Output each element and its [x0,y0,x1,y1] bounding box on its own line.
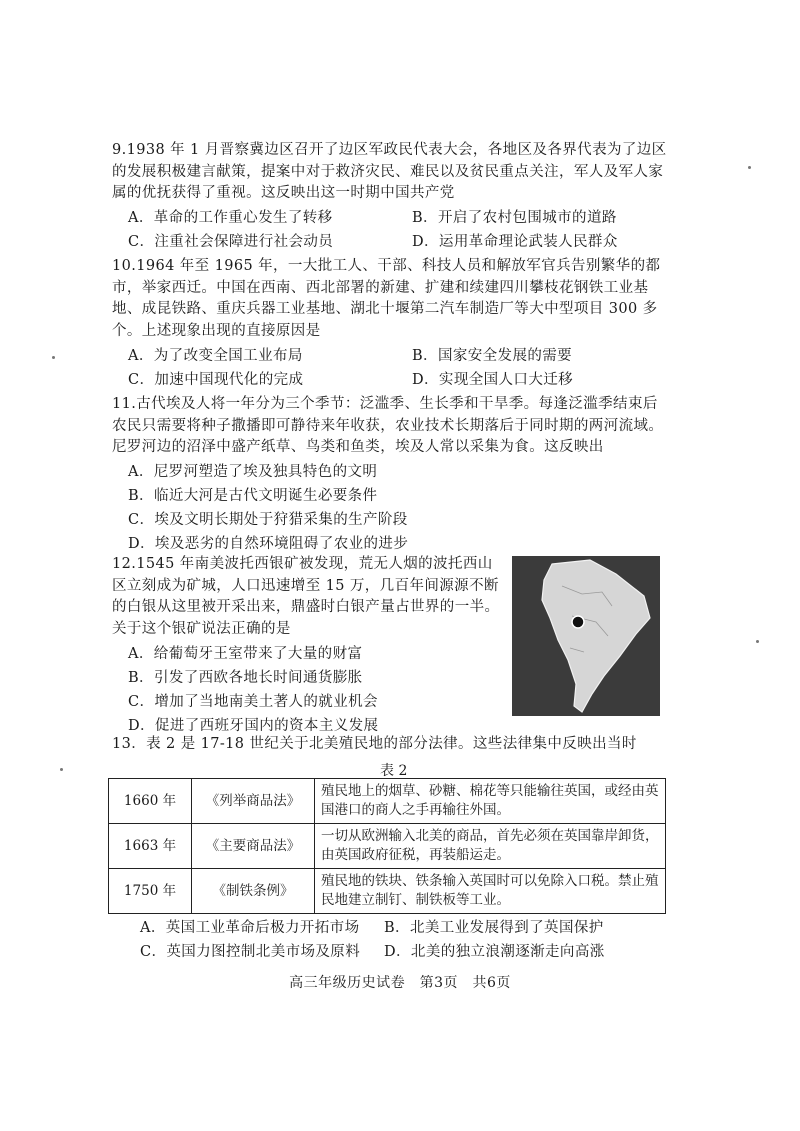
q12-option-a[interactable]: A．给葡萄牙王室带来了大量的财富 [128,646,363,662]
page-footer: 高三年级历史试卷 第3页 共6页 [289,975,511,991]
q12-option-b[interactable]: B．引发了西欧各地长时间通货膨胀 [128,670,363,686]
q13-option-d[interactable]: D．北美的独立浪潮逐渐走向高涨 [384,944,605,960]
table-row [109,779,666,824]
table-row [109,824,666,869]
scan-speck [756,640,759,643]
q12-option-c[interactable]: C．增加了当地南美土著人的就业机会 [128,694,378,710]
q11-option-c[interactable]: C．埃及文明长期处于狩猎采集的生产阶段 [128,512,408,528]
q13-option-c[interactable]: C．英国力图控制北美市场及原料 [140,944,361,960]
law-name: 《主要商品法》 [192,824,315,869]
q11-option-d[interactable]: D．埃及恶劣的自然环境阻碍了农业的进步 [128,536,409,552]
scan-speck [748,166,751,169]
q12-stem: 12.1545 年南美波托西银矿被发现，荒无人烟的波托西山区立刻成为矿城，人口迅速增至 15 万，几百年间源源不断的白银从这里被开采出来，鼎盛时白银产量占世界的一半。关于这个银矿说法正确的是 [112,556,500,637]
law-year: 1660 年 [109,779,192,824]
q10-option-b[interactable]: B．国家安全发展的需要 [412,348,573,364]
law-content: 一切从欧洲输入北美的商品，首先必须在英国靠岸卸货，由英国政府征税，再装船运走。 [315,824,666,869]
q11-option-a[interactable]: A．尼罗河塑造了埃及独具特色的文明 [128,464,378,480]
laws-table [108,778,666,914]
q11-stem: 11.古代埃及人将一年分为三个季节：泛滥季、生长季和干旱季。每逢泛滥季结束后农民只需要将种子撒播即可静待来年收获，农业技术长期落后于同时期的两河流域。尼罗河边的沼泽中盛产纸草、鸟类和鱼类，埃及人常以采集为食。这反映出 [112,396,664,455]
q10-option-c[interactable]: C．加速中国现代化的完成 [128,372,304,388]
q13-stem: 13．表 2 是 17-18 世纪关于北美殖民地的部分法律。这些法律集中反映出当时 [112,736,637,752]
q9-option-c[interactable]: C．注重社会保障进行社会动员 [128,234,334,250]
law-year: 1663 年 [109,824,192,869]
table-caption: 表 2 [380,763,408,779]
q12-option-d[interactable]: D．促进了西班牙国内的资本主义发展 [128,718,379,734]
q13-option-a[interactable]: A．英国工业革命后极力开拓市场 [140,920,360,936]
q9-option-d[interactable]: D．运用革命理论武装人民群众 [412,234,618,250]
potosi-marker-icon [572,616,584,628]
law-year: 1750 年 [109,869,192,914]
q10-stem: 10.1964 年至 1965 年，一大批工人、干部、科技人员和解放军官兵告别繁华的都市，举家西迁。中国在西南、西北部署的新建、扩建和续建四川攀枝花钢铁工业基地、成昆铁路、重庆兵器工业基地、湖北十堰第二汽车制造厂等大中型项目 300 多个。上述现象出现的直接原因是 [112,258,661,339]
q10-option-d[interactable]: D．实现全国人口大迁移 [412,372,574,388]
table-row [109,869,666,914]
scan-speck [60,768,63,771]
south-america-map-icon [512,556,660,716]
q11-option-b[interactable]: B．临近大河是古代文明诞生必要条件 [128,488,378,504]
scan-speck [52,356,55,359]
q9-option-a[interactable]: A．革命的工作重心发生了转移 [128,210,333,226]
q9-stem: 9.1938 年 1 月晋察冀边区召开了边区军政民代表大会，各地区及各界代表为了边区的发展积极建言献策，提案中对于救济灾民、难民以及贫民重点关注，军人及军人家属的优抚获得了重视。这反映出这一时期中国共产党 [112,142,667,201]
q13-option-b[interactable]: B．北美工业发展得到了英国保护 [384,920,604,936]
q10-option-a[interactable]: A．为了改变全国工业布局 [128,348,303,364]
south-america-map [512,556,660,716]
q9-option-b[interactable]: B．开启了农村包围城市的道路 [412,210,617,226]
law-content: 殖民地的铁块、铁条输入英国时可以免除入口税。禁止殖民地建立制钉、制铁板等工业。 [315,869,666,914]
law-name: 《列举商品法》 [192,779,315,824]
law-name: 《制铁条例》 [192,869,315,914]
law-content: 殖民地上的烟草、砂糖、棉花等只能输往英国，或经由英国港口的商人之手再输往外国。 [315,779,666,824]
